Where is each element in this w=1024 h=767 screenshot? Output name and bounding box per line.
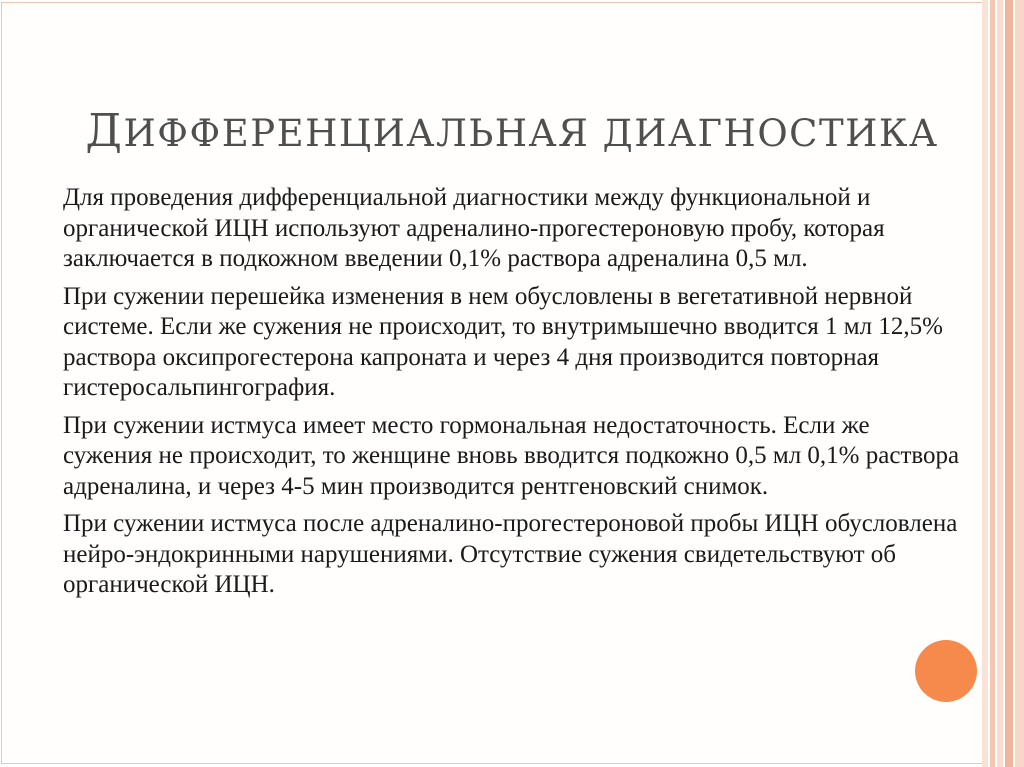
paragraph: При сужении перешейка изменения в нем обусловлены в вегетативной нервной системе. Если же сужения не происходит, то внутримышечно вводится 1 мл 12,5% раствора оксипрогестерона капроната и через 4 дня производится повторная гистеросальпингография. bbox=[63, 282, 943, 401]
paragraph: При сужении истмуса после адреналино-прогестероновой пробы ИЦН обусловлена нейро-эндокринными нарушениями. Отсутствие сужения свидетельствуют об органической ИЦН. bbox=[63, 510, 958, 598]
body-text bbox=[63, 183, 963, 608]
paragraph: При сужении истмуса имеет место гормональная недостаточность. Если же сужения не происходит, то женщине вновь вводится подкожно 0,5 мл 0,1% раствора адреналина, и через 4-5 мин производится рентгеновский снимок. bbox=[63, 411, 960, 500]
title-first-letter: Д bbox=[85, 104, 124, 157]
page-title bbox=[0, 104, 1024, 157]
decorative-circle bbox=[915, 640, 977, 702]
title-rest: ИФФЕРЕНЦИАЛЬНАЯ ДИАГНОСТИКА bbox=[123, 112, 939, 155]
paragraph: Для проведения дифференциальной диагностики между функциональной и органической ИЦН используют адреналино-прогестероновую пробу, которая заключается в подкожном введении 0,1% раствора адреналина 0,5 мл. bbox=[63, 184, 885, 272]
